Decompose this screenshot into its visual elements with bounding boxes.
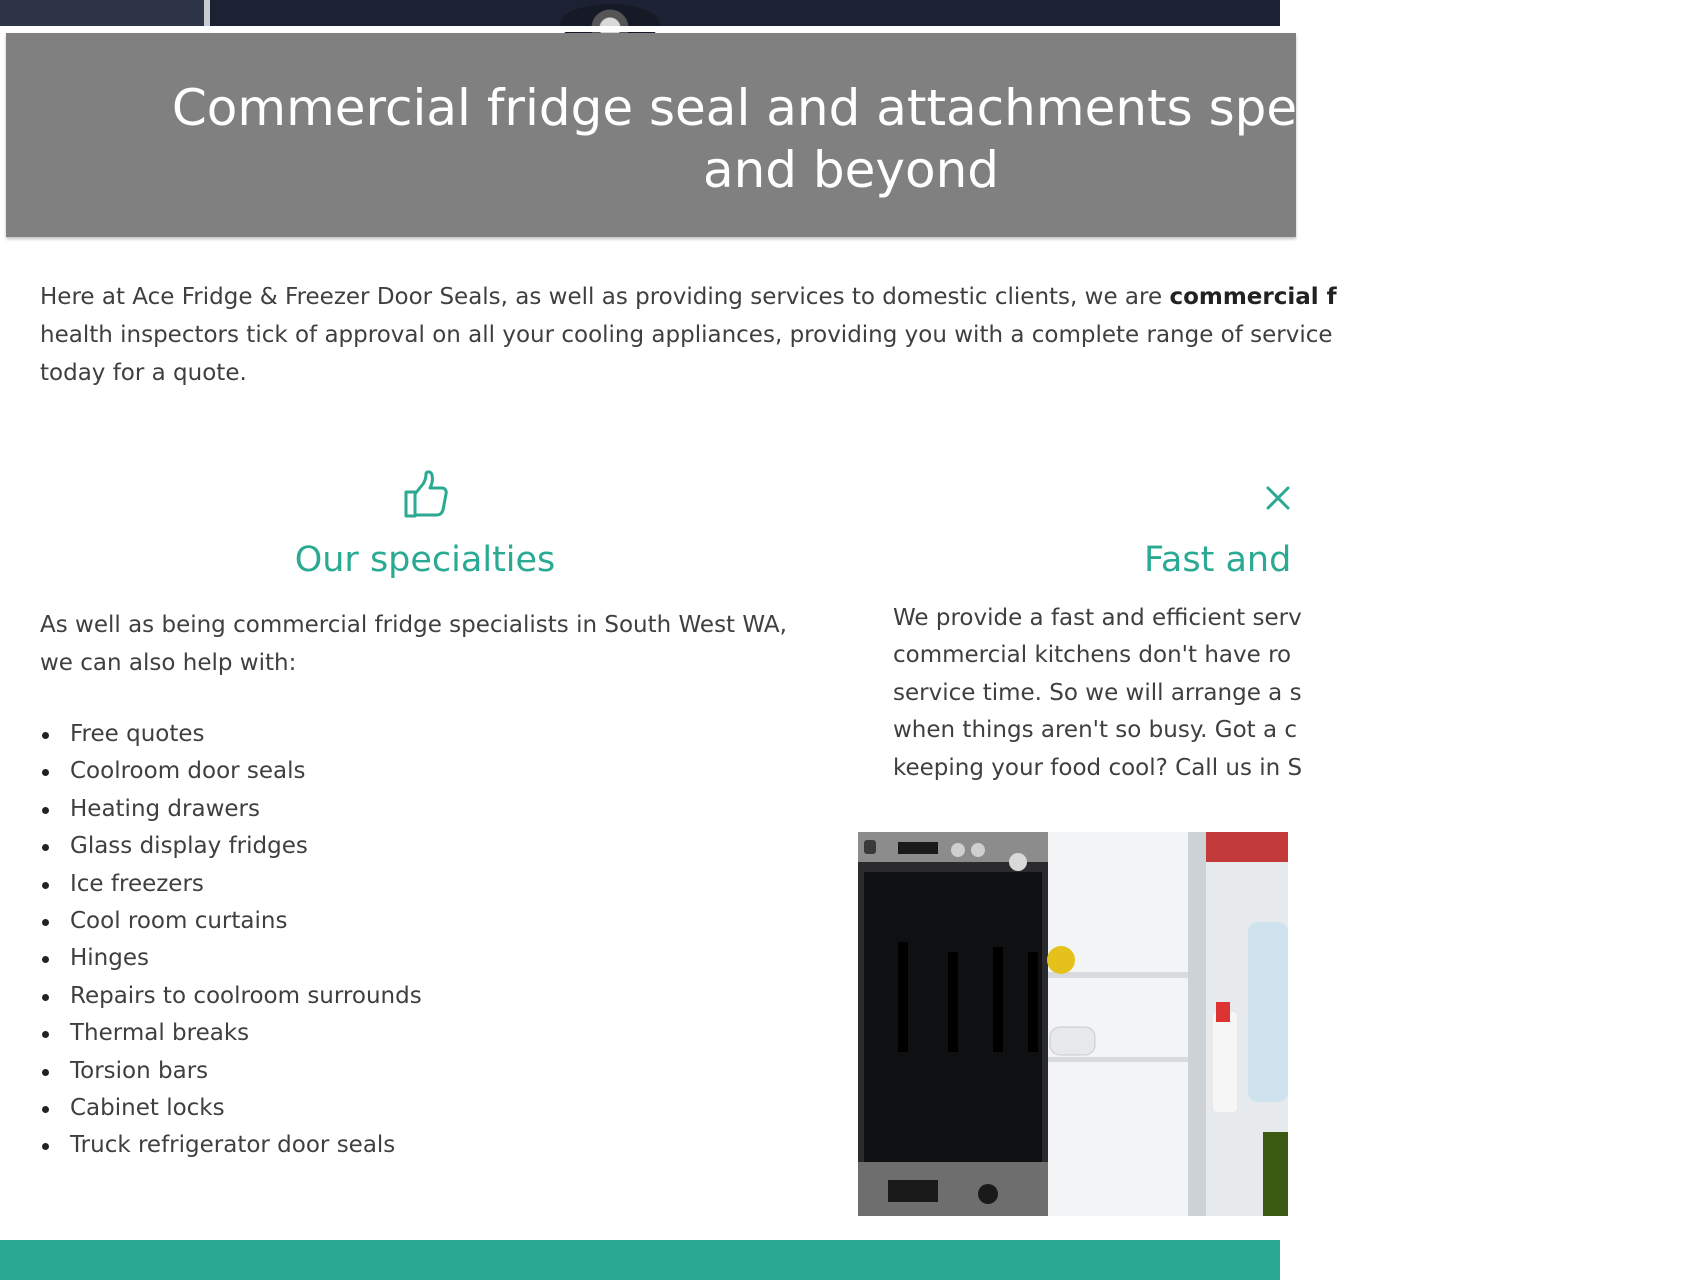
- page-banner: [6, 33, 1531, 237]
- fast-line: We provide a fast and efficient serv: [893, 605, 1302, 631]
- specialties-list: [40, 716, 422, 1165]
- list-item: Torsion bars: [40, 1053, 422, 1090]
- list-item: Repairs to coolroom surrounds: [40, 978, 422, 1015]
- list-item: Truck refrigerator door seals: [40, 1127, 422, 1164]
- specialties-text: As well as being commercial fridge specialists in South West WA, we can also help with:: [40, 612, 787, 676]
- footer-bar: [0, 1240, 1280, 1280]
- fast-heading: Fast and: [1144, 540, 1292, 580]
- intro-rest: health inspectors tick of approval on all your cooling appliances, providing you with a complete range of service: [40, 322, 1333, 348]
- fast-line: keeping your food cool? Call us in S: [893, 754, 1303, 781]
- intro-lead: Here at Ace Fridge & Freezer Door Seals, as well as providing services to domestic clients, we are: [40, 284, 1170, 310]
- hero-image-strip: [0, 0, 1280, 26]
- specialties-heading: Our specialties: [294, 540, 556, 580]
- fast-line: commercial kitchens don't have ro: [893, 642, 1292, 669]
- list-item: Cool room curtains: [40, 903, 422, 940]
- close-icon: [1262, 480, 1292, 516]
- list-item: Coolroom door seals: [40, 753, 422, 790]
- divider: [0, 26, 1280, 32]
- list-item: Cabinet locks: [40, 1090, 422, 1127]
- intro-paragraph: [40, 278, 1440, 392]
- fast-line: when things aren't so busy. Got a c: [893, 717, 1298, 744]
- list-item: Heating drawers: [40, 791, 422, 828]
- list-item: Glass display fridges: [40, 828, 422, 865]
- page-title: Commercial fridge seal and attachments specialists in and beyond: [171, 79, 1531, 199]
- intro-last: today for a quote.: [40, 360, 247, 386]
- fridge-photo: [858, 832, 1288, 1216]
- list-item: Free quotes: [40, 716, 422, 753]
- thumbs-up-icon: [402, 470, 450, 520]
- list-item: Hinges: [40, 940, 422, 977]
- fast-text: [893, 600, 1513, 787]
- list-item: Thermal breaks: [40, 1015, 422, 1052]
- fast-line: service time. So we will arrange a s: [893, 679, 1302, 706]
- intro-bold: commercial f: [1169, 284, 1337, 310]
- list-item: Ice freezers: [40, 866, 422, 903]
